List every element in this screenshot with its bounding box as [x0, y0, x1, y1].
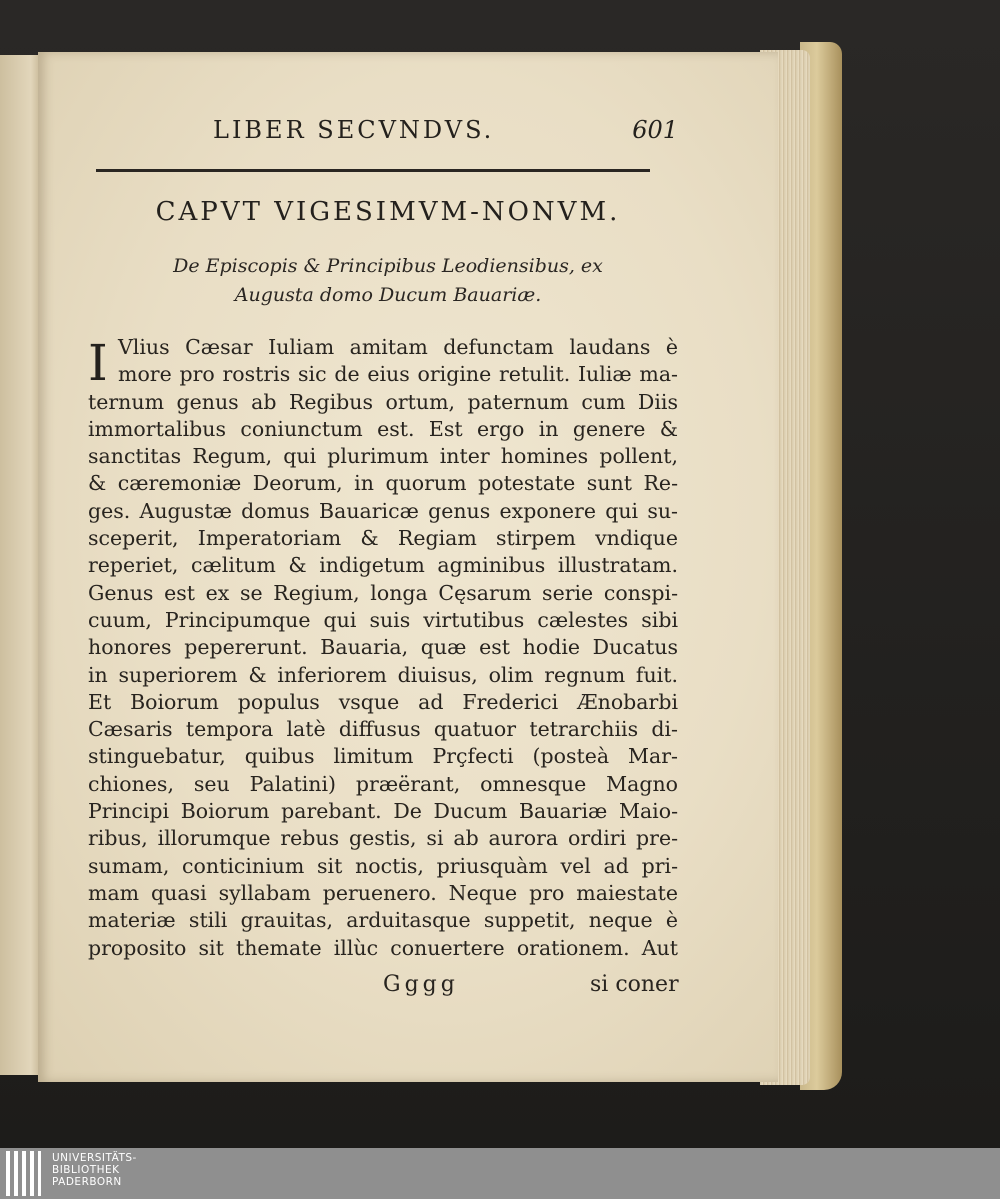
text-line: Genus est ex se Regium, longa Cęsarum serie conspi- — [88, 580, 678, 605]
text-line: sanctitas Regum, qui plurimum inter homines pollent, — [88, 444, 678, 469]
page-header — [98, 116, 688, 152]
text-line: Vlius Cæsar Iuliam amitam defunctam laudans è — [118, 335, 678, 359]
signature-mark: Gggg — [383, 972, 459, 997]
drop-cap: I — [88, 334, 108, 392]
text-line: sceperit, Imperatoriam & Regiam stirpem vndique — [88, 526, 678, 551]
text-line: Principi Boiorum parebant. De Ducum Bauariæ Maio- — [88, 799, 678, 824]
catchword: si coner — [590, 972, 679, 997]
text-line: stinguebatur, quibus limitum Prçfecti (posteà Mar- — [88, 744, 678, 769]
text-line: proposito sit themate illùc conuertere orationem. Aut — [88, 935, 678, 960]
text-line: materiæ stili grauitas, arduitasque suppetit, neque è — [88, 908, 678, 933]
subtitle-line: De Episcopis & Principibus Leodiensibus, ex — [173, 255, 603, 277]
page-footer — [38, 972, 738, 1002]
body-text — [88, 334, 678, 962]
text-line: & cæremoniæ Deorum, in quorum potestate sunt Re- — [88, 471, 678, 496]
logo-text-line: UNIVERSITÄTS- — [52, 1152, 137, 1164]
text-line: cuum, Principumque qui suis virtutibus cælestes sibi — [88, 607, 678, 632]
text-line: immortalibus coniunctum est. Est ergo in genere & — [88, 416, 678, 441]
running-head: LIBER SECVNDVS. — [213, 116, 495, 144]
text-line: honores pepererunt. Bauaria, quæ est hodie Ducatus — [88, 635, 678, 660]
logo-text-line: BIBLIOTHEK — [52, 1164, 120, 1176]
page-number: 601 — [632, 116, 678, 144]
chapter-subtitle — [128, 252, 648, 310]
text-line: more pro rostris sic de eius origine retulit. Iuliæ ma- — [118, 362, 678, 387]
text-line: reperiet, cælitum & indigetum agminibus illustratam. — [88, 553, 678, 578]
text-line: ribus, illorumque rebus gestis, si ab aurora ordiri pre- — [88, 826, 678, 851]
text-line: ges. Augustæ domus Bauaricæ genus exponere qui su- — [88, 498, 678, 523]
library-logo-text — [52, 1152, 137, 1188]
text-line: Cæsaris tempora latè diffusus quatuor tetrarchiis di- — [88, 717, 678, 742]
text-line: mam quasi syllabam peruenero. Neque pro maiestate — [88, 880, 678, 905]
chapter-title: CAPVT VIGESIMVM-NONVM. — [155, 197, 621, 227]
library-logo-icon — [6, 1151, 46, 1196]
text-line: chiones, seu Palatini) præërant, omnesque Magno — [88, 771, 678, 796]
library-logo-bar — [0, 1148, 1000, 1199]
text-line: sumam, conticinium sit noctis, priusquàm vel ad pri- — [88, 853, 678, 878]
text-line: in superiorem & inferiorem diuisus, olim regnum fuit. — [88, 662, 678, 687]
header-rule — [96, 169, 650, 172]
text-line: Et Boiorum populus vsque ad Frederici Ænobarbi — [88, 689, 678, 714]
book-page — [38, 52, 778, 1082]
logo-text-line: PADERBORN — [52, 1176, 122, 1188]
subtitle-line: Augusta domo Ducum Bauariæ. — [234, 284, 542, 306]
text-line: ternum genus ab Regibus ortum, paternum cum Diis — [88, 389, 678, 414]
